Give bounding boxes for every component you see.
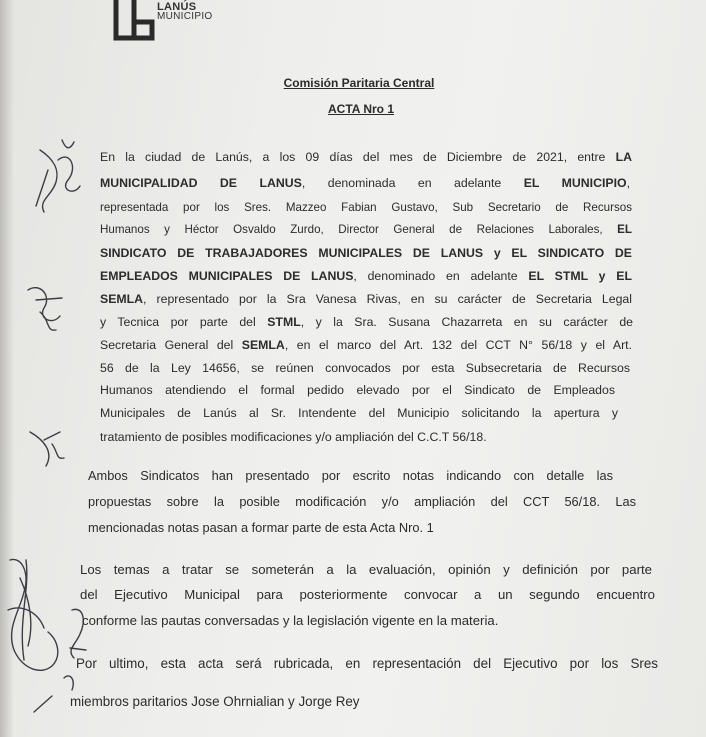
text-line: y Tecnica por parte del STML, y la Sra. Susana Chazarreta en su carácter de: [100, 315, 633, 329]
logo-text: [157, 2, 212, 22]
signature-4: [8, 559, 58, 670]
text-line: del Ejecutivo Municipal para posteriormente convocar a un segundo encuentro: [80, 587, 655, 602]
text-line: MUNICIPALIDAD DE LANUS, denominada en adelante EL MUNICIPIO,: [100, 176, 630, 190]
text-line: Humanos y Héctor Osvaldo Zurdo, Director General de Relaciones Laborales, EL: [100, 223, 632, 236]
text-line: tratamiento de posibles modificaciones y/o ampliación del C.C.T 56/18.: [100, 430, 487, 444]
text-line: miembros paritarios Jose Ohrnialian y Jorge Rey: [70, 694, 360, 709]
text-line: 56 de la Ley 14656, se reúnen convocados por esta Subsecretaria de Recursos: [100, 361, 630, 375]
logo-mark-icon: [112, 0, 156, 42]
text-line: SINDICATO DE TRABAJADORES MUNICIPALES DE LANUS y EL SINDICATO DE: [100, 246, 632, 260]
text-line: propuestas sobre la posible modificación y/o ampliación del CCT 56/18. Las: [88, 494, 636, 509]
signature-1: [36, 140, 80, 212]
document-title: Comisión Paritaria Central: [283, 76, 435, 90]
text-line: Secretaria General del SEMLA, en el marco del Art. 132 del CCT N° 56/18 y el Art.: [100, 338, 632, 352]
signature-2: [28, 288, 62, 331]
text-line: mencionadas notas pasan a formar parte de esta Acta Nro. 1: [88, 520, 434, 535]
signature-6: [34, 676, 73, 712]
text-line: SEMLA, representado por la Sra Vanesa Rivas, en su carácter de Secretaria Legal: [100, 292, 632, 306]
text-line: Los temas a tratar se someterán a la evaluación, opinión y definición por parte: [80, 562, 652, 577]
text-line: Ambos Sindicatos han presentado por escrito notas indicando con detalle las: [88, 468, 613, 483]
text-line: Municipales de Lanús al Sr. Intendente del Municipio solicitando la apertura y: [100, 406, 618, 420]
text-line: conforme las pautas conversadas y la legislación vigente en la materia.: [82, 613, 499, 628]
logo-line-1: LANÚS: [157, 1, 197, 13]
municipality-logo: [112, 0, 232, 44]
text-line: En la ciudad de Lanús, a los 09 días del mes de Diciembre de 2021, entre LA: [100, 150, 632, 164]
logo-line-2: MUNICIPIO: [157, 11, 213, 22]
text-line: Humanos atendiendo el formal pedido elevado por el Sindicato de Empleados: [100, 383, 615, 397]
signature-3: [30, 432, 64, 466]
text-line: Por ultimo, esta acta será rubricada, en representación del Ejecutivo por los Sres: [76, 656, 658, 671]
document-subtitle: ACTA Nro 1: [328, 102, 394, 116]
text-line: representada por los Sres. Mazzeo Fabian Gustavo, Sub Secretario de Recursos: [100, 201, 632, 214]
text-line: EMPLEADOS MUNICIPALES DE LANUS, denominado en adelante EL STML y EL: [100, 269, 632, 283]
